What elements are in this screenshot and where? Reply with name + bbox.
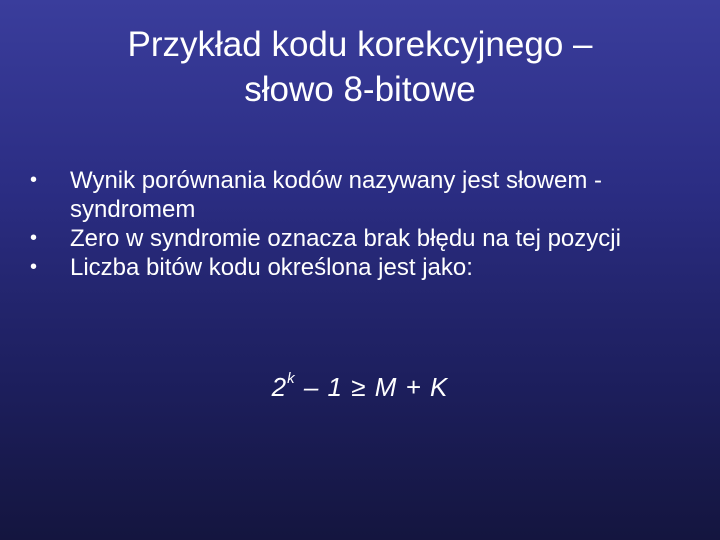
bullet-text: Zero w syndromie oznacza brak błędu na tej pozycji — [70, 225, 621, 252]
bullet-text: Wynik porównania kodów nazywany jest słowem -syndromem — [70, 167, 603, 223]
slide-title — [40, 22, 680, 112]
bullet-marker: • — [30, 227, 38, 249]
bullet-text: Liczba bitów kodu określona jest jako: — [70, 254, 473, 281]
bullet-marker: • — [30, 169, 38, 191]
formula-base: 2 — [271, 372, 288, 402]
bullet-item — [24, 253, 696, 282]
bullet-list — [24, 166, 696, 282]
title-line-1: Przykład kodu korekcyjnego – — [127, 25, 593, 64]
formula — [0, 372, 720, 403]
bullet-item — [24, 166, 696, 224]
formula-rest: – 1 ≥ M + K — [295, 372, 449, 402]
bullet-item — [24, 224, 696, 253]
bullet-marker: • — [30, 256, 38, 278]
formula-exponent: k — [287, 370, 296, 387]
title-line-2: słowo 8-bitowe — [244, 70, 476, 109]
